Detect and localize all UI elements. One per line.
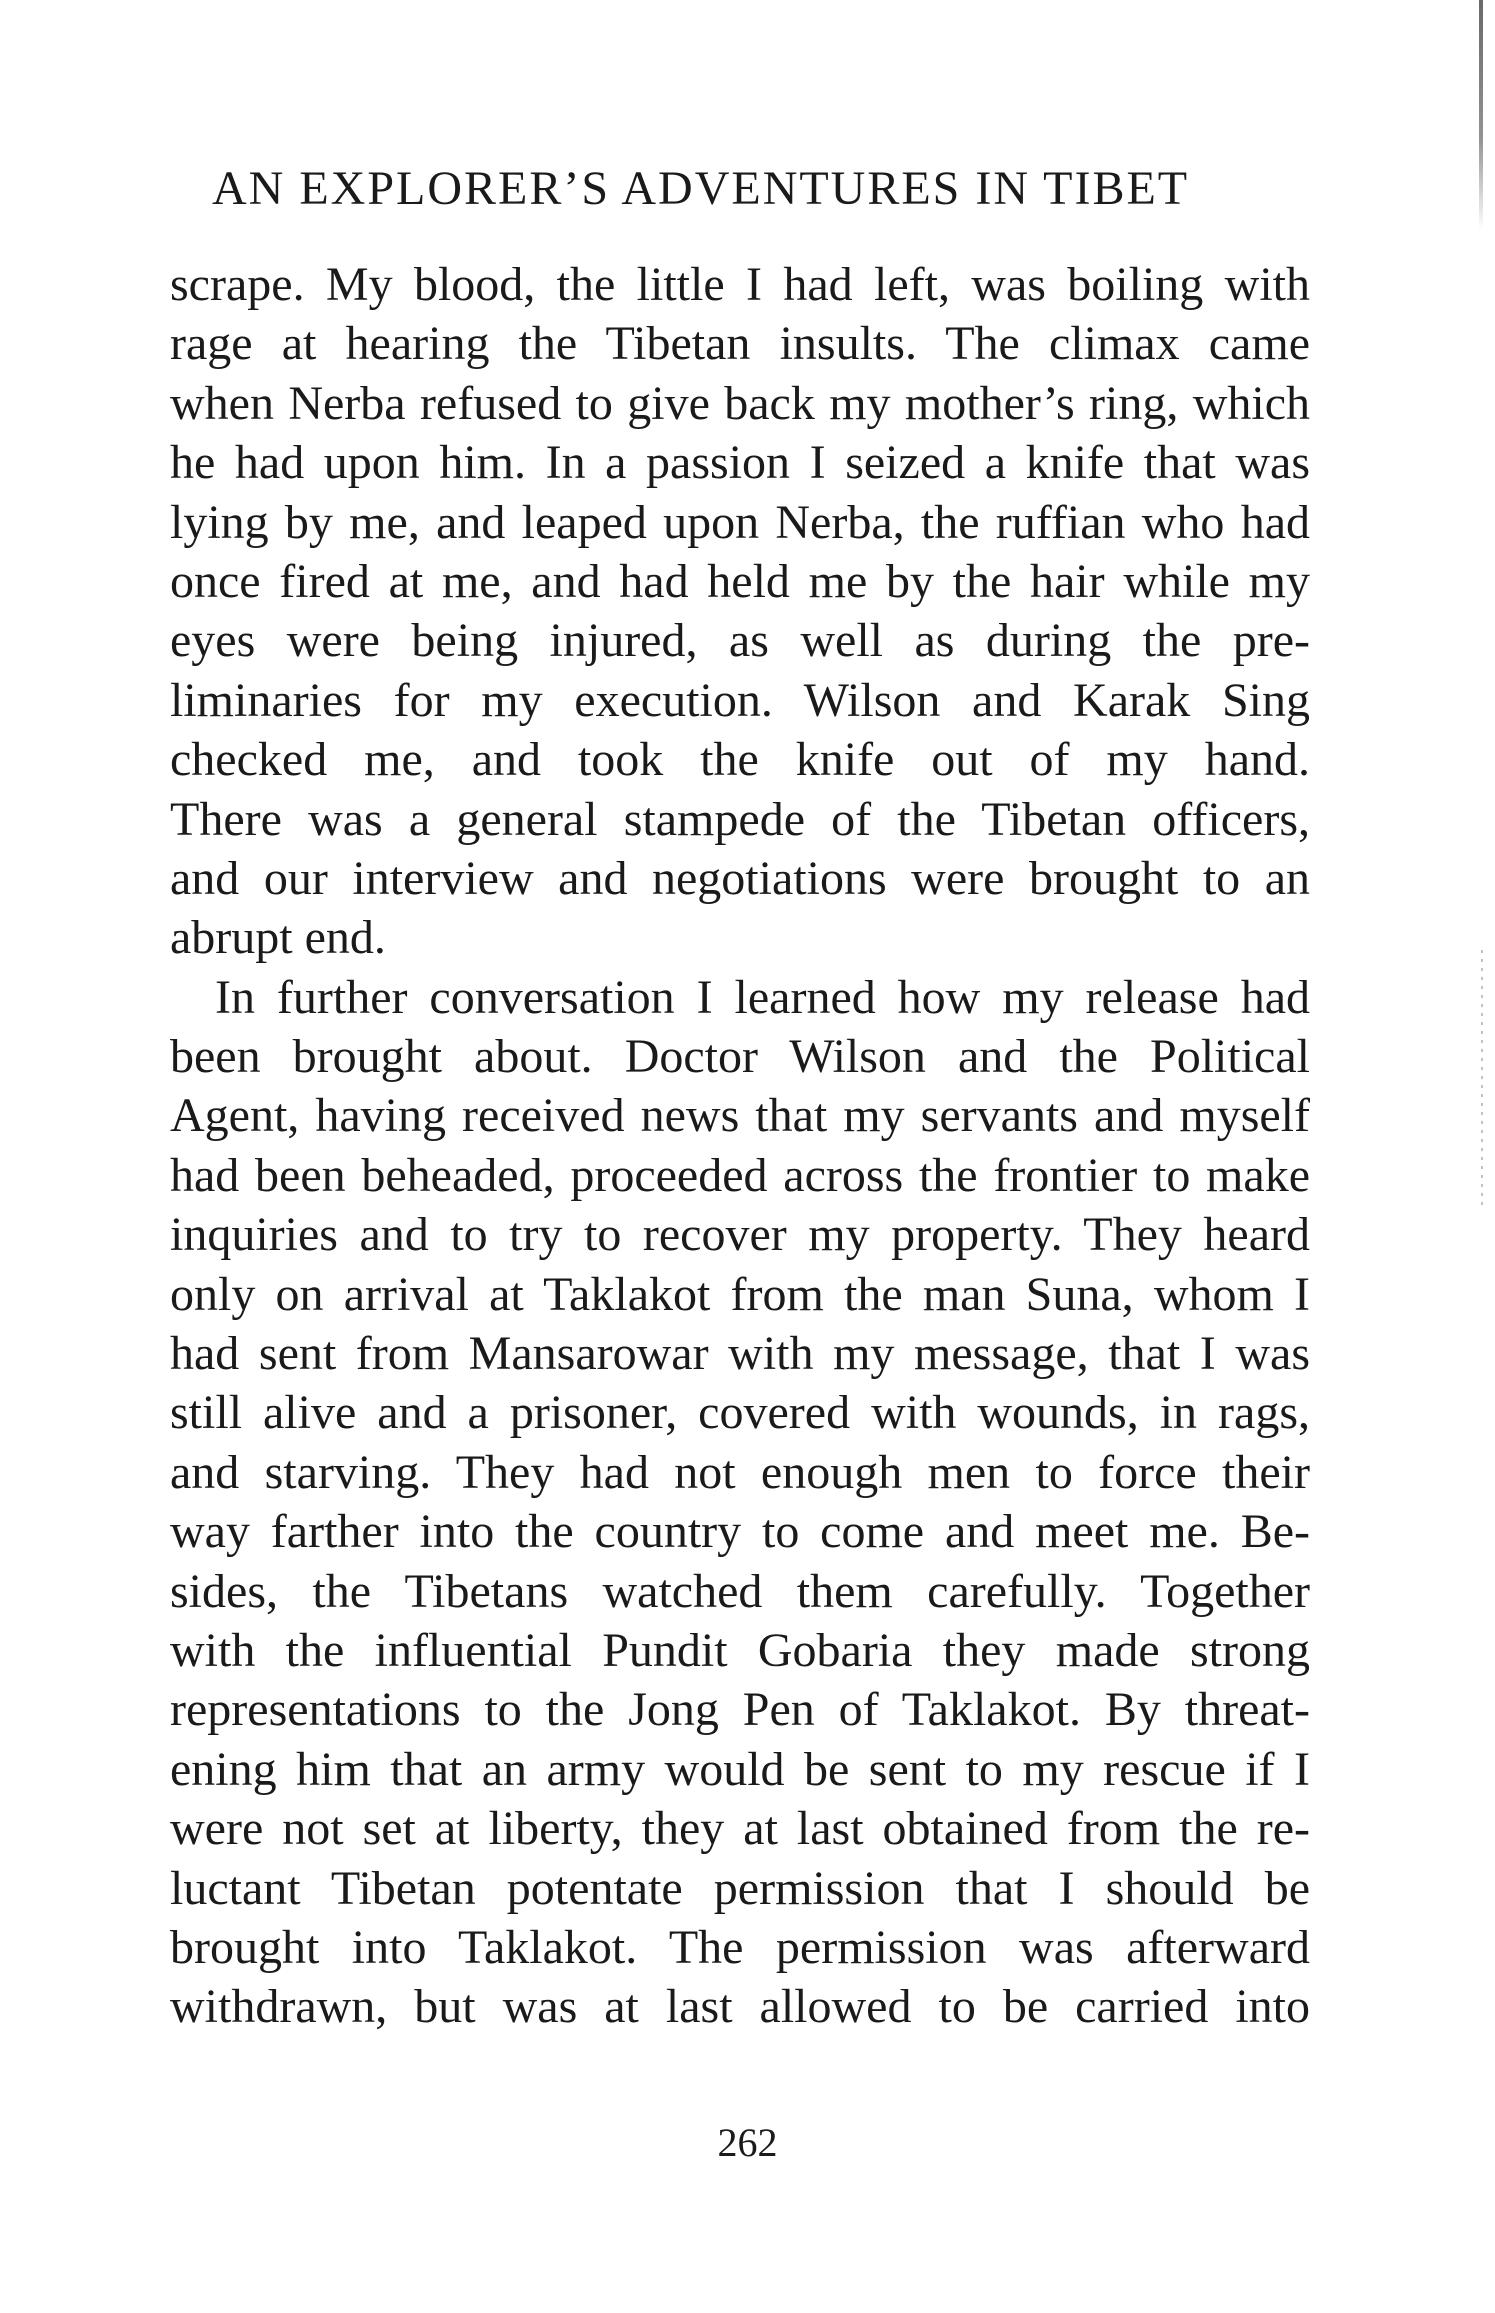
text-line: had been beheaded, proceeded across the frontier to make	[170, 1148, 1310, 1202]
text-line: rage at hearing the Tibetan insults. The climax came	[170, 317, 1310, 371]
body-text	[170, 255, 1310, 2037]
text-line: with the influential Pundit Gobaria they made strong	[170, 1623, 1310, 1677]
paragraph-1	[170, 255, 1310, 968]
text-line: way farther into the country to come and meet me. Be-	[170, 1505, 1310, 1559]
text-line: Agent, having received news that my servants and myself	[170, 1089, 1310, 1143]
text-line: and starving. They had not enough men to force their	[170, 1445, 1310, 1499]
text-line: sides, the Tibetans watched them carefully. Together	[170, 1564, 1310, 1618]
text-line: There was a general stampede of the Tibetan officers,	[170, 792, 1310, 846]
text-line: lying by me, and leaped upon Nerba, the ruffian who had	[170, 495, 1310, 549]
text-line: only on arrival at Taklakot from the man Suna, whom I	[170, 1267, 1310, 1321]
paragraph-2	[170, 968, 1310, 2037]
text-line: checked me, and took the knife out of my hand.	[170, 733, 1310, 787]
text-line: abrupt end.	[170, 911, 386, 965]
text-line: still alive and a prisoner, covered with wounds, in rags,	[170, 1386, 1310, 1440]
text-line: were not set at liberty, they at last obtained from the re-	[170, 1802, 1310, 1856]
text-line: been brought about. Doctor Wilson and the Political	[170, 1030, 1310, 1084]
text-line: representations to the Jong Pen of Taklakot. By threat-	[170, 1683, 1310, 1737]
page-edge-marks	[1481, 950, 1483, 1210]
text-line: he had upon him. In a passion I seized a knife that was	[170, 436, 1310, 490]
text-line: brought into Taklakot. The permission was afterward	[170, 1920, 1310, 1974]
text-line: scrape. My blood, the little I had left, was boiling with	[170, 258, 1310, 311]
text-line: once fired at me, and had held me by the hair while my	[170, 554, 1310, 608]
text-line: ening him that an army would be sent to my rescue if I	[170, 1742, 1310, 1796]
text-line: withdrawn, but was at last allowed to be carried into	[170, 1980, 1310, 2034]
page-edge-shadow	[1479, 0, 1483, 230]
text-line: liminaries for my execution. Wilson and Karak Sing	[170, 673, 1310, 727]
page-number: 262	[717, 2120, 778, 2165]
running-head: AN EXPLORER’S ADVENTURES IN TIBET	[212, 162, 1190, 215]
text-line: eyes were being injured, as well as during the pre-	[170, 614, 1310, 668]
text-line: luctant Tibetan potentate permission that I should be	[170, 1861, 1310, 1915]
text-line: and our interview and negotiations were brought to an	[170, 851, 1310, 905]
text-line: had sent from Mansarowar with my message, that I was	[170, 1327, 1310, 1381]
text-line: In further conversation I learned how my release had	[215, 970, 1310, 1024]
text-line: when Nerba refused to give back my mother’s ring, which	[170, 376, 1310, 430]
text-line: inquiries and to try to recover my property. They heard	[170, 1208, 1310, 1262]
